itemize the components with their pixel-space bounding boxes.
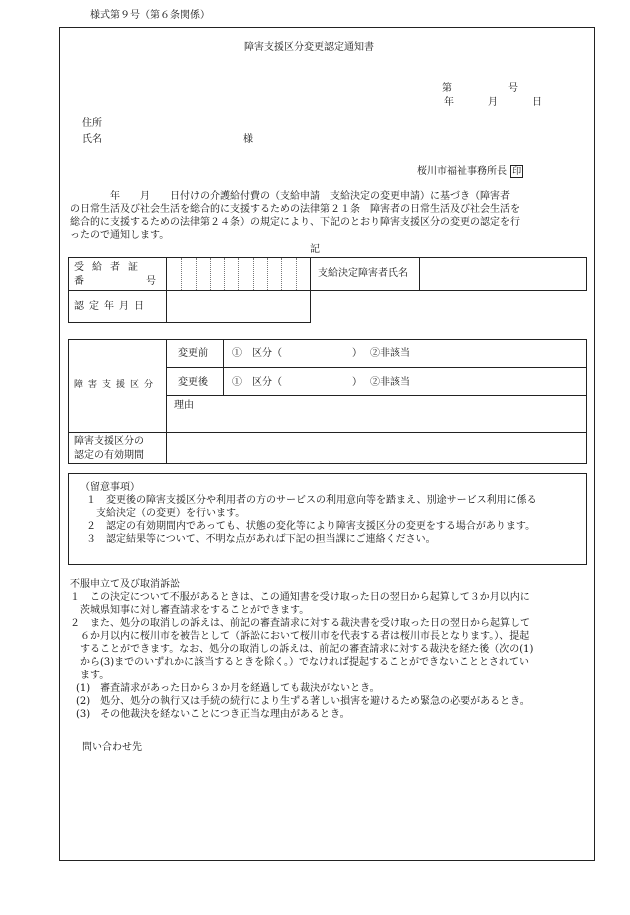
before-option-1[interactable]: ① 区分（ ）: [232, 348, 362, 359]
intro-line: ったので通知します。: [70, 230, 170, 241]
digit-cell-divider: [224, 258, 225, 290]
notes-line: ２ 認定の有効期間内であっても、状態の変化等により障害支援区分の変更をする場合があります。: [86, 521, 536, 532]
document-title: 障害支援区分変更認定通知書: [244, 42, 374, 53]
notes-content: [80, 481, 537, 546]
reason-label: 理由: [174, 400, 194, 411]
after-option-1[interactable]: ① 区分（ ）: [232, 377, 362, 388]
appeal-line: することができます。なお、処分の取消しの訴えは、前記の審査請求に対する裁決を経た後（次の(1): [70, 644, 534, 655]
form-number: 様式第９号（第６条関係）: [90, 10, 210, 21]
appeal-subitem: (2) 処分、処分の執行又は手続の続行により生ずる著しい損害を避けるため緊急の必要があるとき。: [76, 696, 530, 707]
appeal-line: ２ また、処分の取消しの訴えは、前記の審査請求に対する裁決書を受け取った日の翌日から起算して: [70, 618, 530, 629]
appeal-heading: 不服申立て及び取消訴訟: [70, 579, 180, 590]
digit-cell-divider: [253, 258, 254, 290]
appeal-subitem: (1) 審査請求があった日から３か月を経過しても裁決がないとき。: [76, 683, 380, 694]
notes-line: １ 変更後の障害支援区分や利用者の方のサービスの利用意向等を踏まえ、別途サービス利用に係る: [86, 495, 537, 506]
notes-line: 支給決定（の変更）を行います。: [86, 508, 246, 519]
after-label: 変更後: [178, 377, 208, 388]
appeal-line: ６か月以内に桜川市を被告として（訴訟において桜川市を代表する者は桜川市長となります。）、提起: [70, 631, 530, 642]
validity-label-2: 認定の有効期間: [74, 450, 144, 461]
decision-name-label: 支給決定障害者氏名: [318, 268, 408, 279]
address-label: 住所: [82, 118, 102, 129]
name-label: 氏名: [82, 134, 102, 145]
seal-icon: 印: [512, 167, 522, 177]
after-option-2[interactable]: ②非該当: [370, 377, 410, 388]
issuer-block: [417, 165, 523, 178]
document-number: 第 号: [442, 83, 519, 94]
intro-line: 年 月 日付けの介護給付費の（支給申請 支給決定の変更申請）に基づき（障害者: [70, 191, 510, 202]
digit-cell-divider: [238, 258, 239, 290]
cert-date-label: 認定年月日: [74, 301, 149, 312]
intro-line: 総合的に支援するための法律第２４条）の規定により、下記のとおり障害支援区分の変更の認定を行: [70, 217, 520, 228]
table1-divider: [419, 257, 420, 291]
intro-paragraph: [70, 190, 520, 242]
document-date: 年 月 日: [444, 97, 543, 108]
table1-divider: [166, 257, 167, 323]
notes-line: ３ 認定結果等について、不明な点があれば下記の担当課にご連絡ください。: [86, 534, 436, 545]
digit-cell-divider: [267, 258, 268, 290]
digit-cell-divider: [281, 258, 282, 290]
table1-divider: [310, 257, 311, 291]
notes-heading: （留意事項）: [80, 482, 140, 493]
recipient-cert-label: 受給者証: [74, 262, 146, 273]
ki-marker: 記: [310, 244, 320, 255]
appeal-line: １ この決定について不服があるときは、この通知書を受け取った日の翌日から起算して３か月以内に: [70, 592, 530, 603]
appeal-section: [70, 578, 533, 721]
intro-line: の日常生活及び社会生活を総合的に支援するための法律第２１条 障害者の日常生活及び社会生活を: [70, 204, 520, 215]
recipient-cert-label-2: [74, 275, 218, 288]
honorific: 様: [243, 134, 253, 145]
appeal-line: ます。: [70, 670, 110, 681]
before-option-2[interactable]: ②非該当: [370, 348, 410, 359]
appeal-subitem: (3) その他裁決を経ないことにつき正当な理由があるとき。: [76, 709, 350, 720]
before-label: 変更前: [178, 348, 208, 359]
table2-divider: [68, 432, 587, 433]
table2-divider: [166, 395, 587, 396]
contact-label: 問い合わせ先: [82, 742, 142, 753]
category-label: 障害支援区分: [74, 380, 159, 390]
recipient-cert-label-2-text: 番号: [74, 276, 218, 287]
validity-label: 障害支援区分の: [74, 436, 144, 447]
appeal-line: 茨城県知事に対し審査請求をすることができます。: [70, 605, 310, 616]
digit-cell-divider: [296, 258, 297, 290]
table2-divider: [166, 367, 587, 368]
issuer-name: 桜川市福祉事務所長: [417, 166, 507, 177]
appeal-line: から(3)までのいずれかに該当するときを除く。）でなければ提起することができないこととされてい: [70, 657, 529, 668]
table2-divider: [166, 339, 167, 464]
